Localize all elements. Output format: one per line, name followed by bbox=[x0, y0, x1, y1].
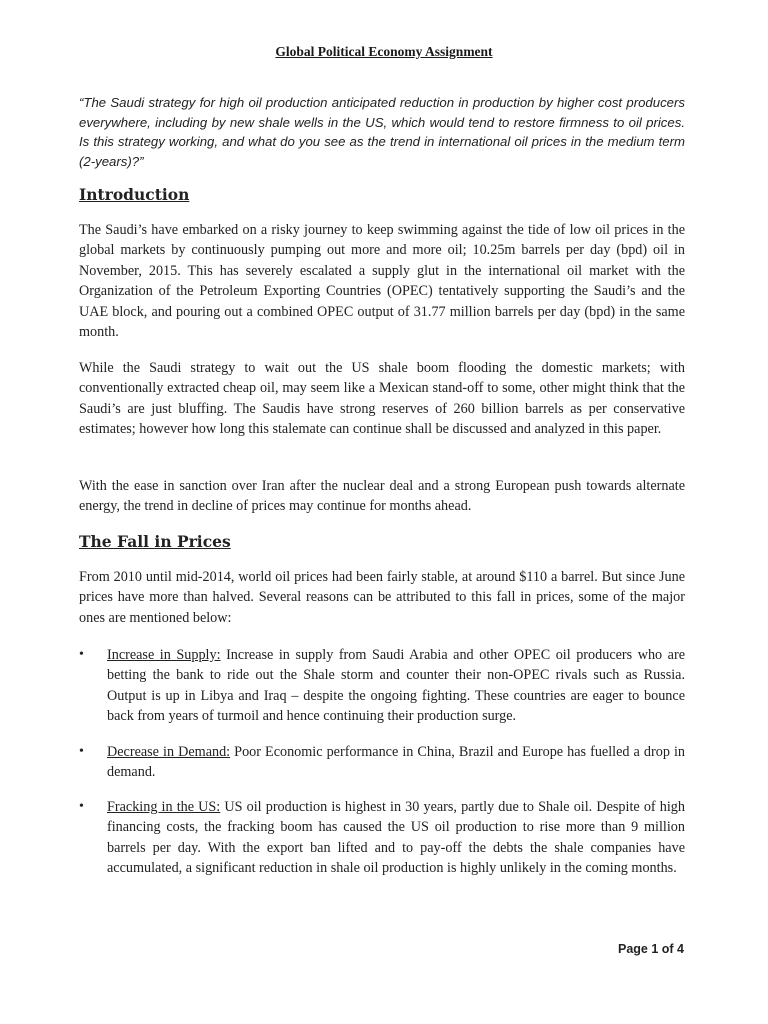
bullet-icon: • bbox=[79, 744, 84, 759]
section-heading-fall-in-prices: The Fall in Prices bbox=[79, 532, 231, 551]
bullet-icon: • bbox=[79, 799, 84, 814]
list-item-text: US oil production is highest in 30 years, partly due to Shale oil. Despite of high financing costs, the fracking boom has caused the US oil production to rise more than 9 million barrels per day. With the export ban lifted and to pay-off the debts the shale companies have accumulated, a significant reduction in shale oil production is highly unlikely in the coming months. bbox=[107, 799, 685, 877]
list-item bbox=[79, 742, 685, 783]
document-title: Global Political Economy Assignment bbox=[275, 44, 493, 59]
paragraph: While the Saudi strategy to wait out the US shale boom flooding the domestic markets; with conventionally extracted cheap oil, may seem like a Mexican stand-off to some, other might think that the Saudi’s are just bluffing. The Saudis have strong reserves of 260 billion barrels as per conservative estimates; however how long this stalemate can continue shall be discussed and analyzed in this paper. bbox=[79, 360, 685, 438]
list-item bbox=[79, 645, 685, 727]
list-item-text: Increase in supply from Saudi Arabia and other OPEC oil producers who are betting the bank to ride out the Shale storm and counter their non-OPEC rivals such as Russia. Output is up in Libya and Iraq – despite the ongoing fighting. These countries are eager to bounce back from years of turmoil and hence continuing their production surge. bbox=[107, 647, 685, 725]
section-heading-introduction: Introduction bbox=[79, 185, 190, 204]
paragraph: The Saudi’s have embarked on a risky journey to keep swimming against the tide of low oil prices in the global markets by continuously pumping out more and more oil; 10.25m barrels per day (bpd) oil in November, 2015. This has severely escalated a supply glut in the international oil market with the Organization of the Petroleum Exporting Countries (OPEC) tentatively supporting the Saudi’s and the UAE block, and pouring out a combined OPEC output of 31.77 million barrels per day (bpd) in the same month. bbox=[79, 222, 685, 341]
paragraph: From 2010 until mid-2014, world oil prices had been fairly stable, at around $110 a barrel. But since June prices have more than halved. Several reasons can be attributed to this fall in prices, some of the major ones are mentioned below: bbox=[79, 569, 685, 626]
list-item bbox=[79, 797, 685, 879]
paragraph: With the ease in sanction over Iran after the nuclear deal and a strong European push towards alternate energy, the trend in decline of prices may continue for months ahead. bbox=[79, 478, 685, 515]
bullet-icon: • bbox=[79, 647, 84, 662]
list-item-lead: Increase in Supply: bbox=[107, 647, 221, 663]
list-item-lead: Decrease in Demand: bbox=[107, 744, 231, 760]
list-item-text: Poor Economic performance in China, Brazil and Europe has fuelled a drop in demand. bbox=[107, 744, 685, 781]
page-number: Page 1 of 4 bbox=[618, 942, 684, 956]
assignment-prompt: “The Saudi strategy for high oil production anticipated reduction in production by higher cost producers everywhere, including by new shale wells in the US, which would tend to restore firmness to oil prices. Is this strategy working, and what do you see as the trend in international oil prices in the medium term (2-years)?” bbox=[79, 95, 685, 169]
list-item-lead: Fracking in the US: bbox=[107, 799, 221, 815]
